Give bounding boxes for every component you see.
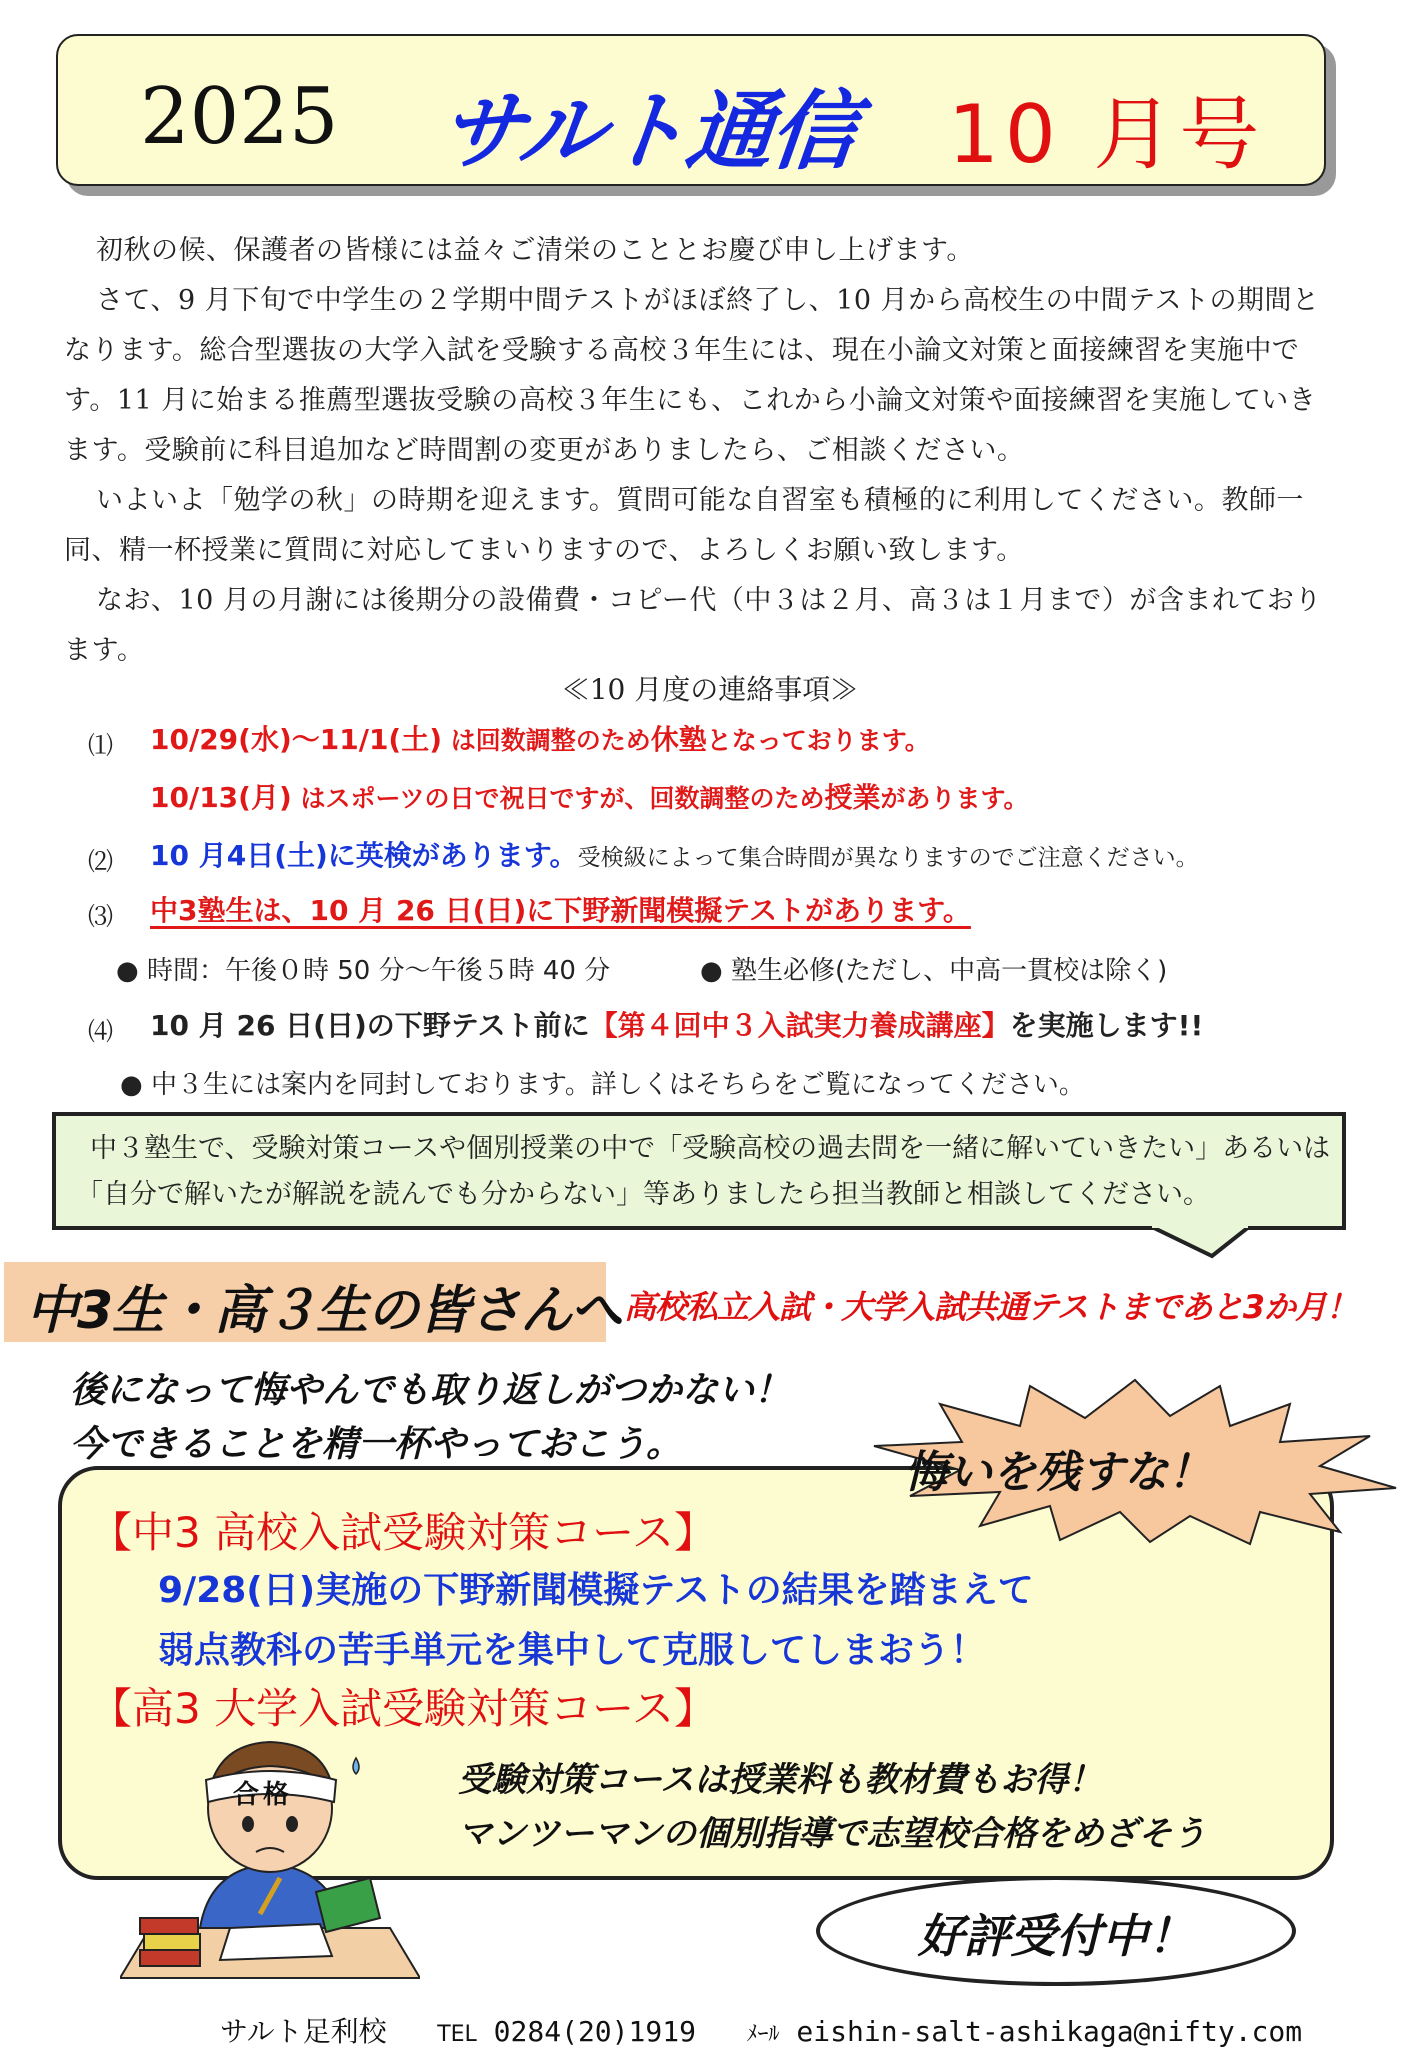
holiday-text-end: があります。: [880, 784, 1029, 813]
slogan-line-2: 今できることを精一杯やっておこう。: [70, 1424, 683, 1465]
holiday-date: 10/13(月): [150, 781, 292, 814]
closure-emphasis: 休塾: [650, 723, 707, 756]
callout-text: 中３塾生で、受験対策コースや個別授業の中で「受験高校の過去問を一緒に解いていきたい」あるいは「自分で解いたが解説を読んでも分からない」等ありましたら担当教師と相談してください。: [76, 1133, 1331, 1210]
intro-fees: なお、10 月の月謝には後期分の設備費・コピー代（中３は２月、高３は１月まで）が含まれております。: [64, 585, 1322, 666]
email-address[interactable]: eishin-salt-ashikaga@nifty.com: [796, 2015, 1303, 2048]
countdown-subheading: 高校私立入試・大学入試共通テストまであと3か月！: [624, 1288, 1357, 1326]
seminar-text: 10 月 26 日(日)の下野テスト前に: [150, 1009, 590, 1042]
intro-exam-schedule: さて、9 月下旬で中学生の２学期中間テストがほぼ終了し、10 月から高校生の中間テストの期間となります。総合型選抜の大学入試を受験する高校３年生には、現在小論文対策と面接練習を実施中です。11 月に始まる推薦型選抜受験の高校３年生にも、これから小論文対策や面接練習を実施していきます。受験前に科目追加など時間割の変更がありましたら、ご相談ください。: [64, 285, 1320, 466]
course-2-line-2: マンツーマンの個別指導で志望校合格をめざそう: [458, 1814, 1206, 1854]
headband-text: 合格: [233, 1780, 294, 1810]
issue-month: 10 月号: [948, 88, 1266, 181]
notice-1-line-1: [150, 718, 930, 758]
holiday-emphasis: 授業: [824, 781, 881, 814]
closure-dates: 10/29(水)～11/1(土): [150, 723, 443, 756]
notice-4-line: [150, 1004, 1203, 1044]
notices-heading: ≪10 月度の連絡事項≫: [561, 673, 859, 706]
course-2-line-1: 受験対策コースは授業料も教材費もお得！: [458, 1760, 1103, 1800]
seminar-text-end: を実施します!!: [1009, 1009, 1204, 1042]
newsletter-title: サルト通信: [433, 82, 861, 182]
intro-study-autumn: いよいよ「勉学の秋」の時期を迎えます。質問可能な自習室も積極的に利用してください。教師一同、精一杯授業に質問に対応してまいりますので、よろしくお願い致します。: [64, 485, 1304, 566]
tel-label: TEL: [437, 2022, 477, 2047]
slogan-line-1: 後になって悔やんでも取り返しがつかない！: [70, 1370, 791, 1411]
accepting-text: 好評受付中！: [918, 1909, 1194, 1963]
course-1-title: 【中3 高校入試受験対策コース】: [90, 1508, 716, 1557]
mock-test-time: ● 時間：午後０時 50 分～午後５時 40 分: [116, 956, 611, 986]
callout-tail: [1150, 1226, 1270, 1266]
studying-student-illustration: [120, 1728, 420, 1988]
notice-number-3: ⑶: [88, 902, 114, 931]
course-1-line-1: 9/28(日)実施の下野新聞模擬テストの結果を踏まえて: [158, 1570, 1034, 1611]
burst-text: 悔いを残すな！: [904, 1447, 1212, 1498]
notice-number-1: ⑴: [88, 731, 114, 760]
mock-test-notice: 中3塾生は、10 月 26 日(日)に下野新聞模擬テストがあります。: [150, 894, 971, 927]
holiday-text: はスポーツの日で祝日ですが、回数調整のため: [291, 784, 825, 813]
phone-number[interactable]: 0284(20)1919: [493, 2015, 696, 2048]
seminar-name: 【第４回中３入試実力養成講座】: [589, 1009, 1010, 1042]
closure-text-end: となっております。: [706, 726, 930, 755]
school-name: サルト足利校: [220, 2015, 387, 2048]
course-1-line-2: 弱点教科の苦手単元を集中して克服してしまおう！: [158, 1630, 987, 1671]
seminar-note: ● 中３生には案内を同封しております。詳しくはそちらをご覧になってください。: [120, 1070, 1085, 1100]
notice-number-4: ⑷: [88, 1017, 114, 1046]
course-2-title: 【高3 大学入試受験対策コース】: [90, 1684, 716, 1733]
footer-contact: [220, 2010, 1302, 2050]
header-year: 2025: [140, 72, 339, 162]
section-heading: 中3生・高３生の皆さんへ: [26, 1281, 622, 1341]
intro-greeting: 初秋の候、保護者の皆様には益々ご清栄のこととお慶び申し上げます。: [96, 235, 974, 266]
closure-text: は回数調整のため: [442, 726, 651, 755]
mock-test-requirement: ● 塾生必修(ただし、中高一貫校は除く): [700, 956, 1168, 986]
eiken-notice: 10 月4日(土)に英検があります。: [150, 839, 578, 872]
notice-number-2: ⑵: [88, 847, 114, 876]
mail-label: ﾒｰﾙ: [746, 2022, 780, 2047]
eiken-note: 受検級によって集合時間が異なりますのでご注意ください。: [577, 845, 1199, 871]
notice-1-line-2: [150, 776, 1029, 816]
notice-2-line: [150, 834, 1199, 874]
